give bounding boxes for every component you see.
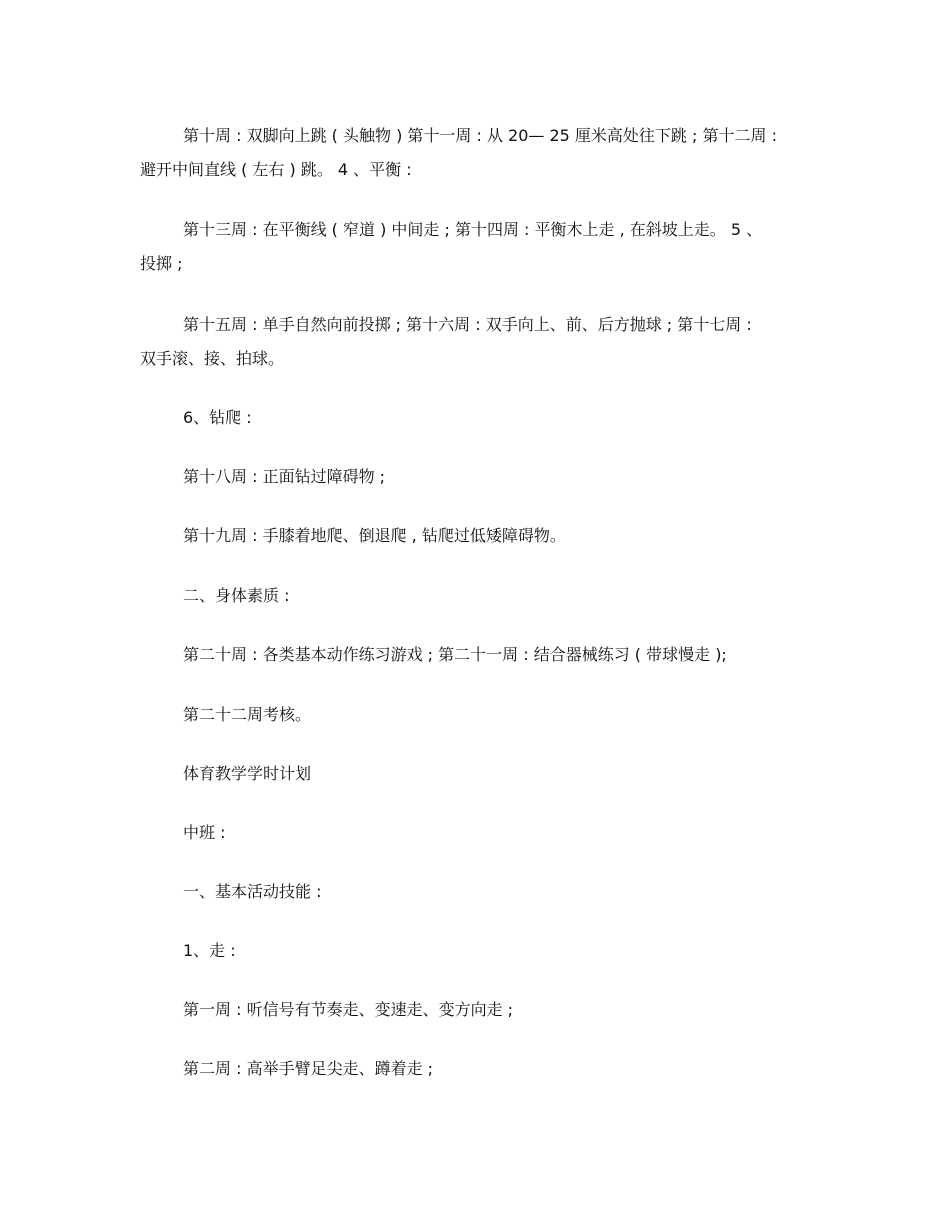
section-heading: 中班 : bbox=[183, 823, 226, 842]
section-heading: 1、走 : bbox=[183, 941, 236, 960]
section-heading: 二、身体素质 : bbox=[183, 586, 290, 605]
text-line: 第二十二周考核。 bbox=[183, 705, 312, 724]
text-line: 避开中间直线 ( 左右 ) 跳。 4 、平衡 : bbox=[140, 160, 412, 179]
text-line: 第十三周 : 在平衡线 ( 窄道 ) 中间走 ; 第十四周 : 平衡木上走 , 在斜坡上走。 5 、 bbox=[183, 220, 763, 239]
text-line: 第二十周 : 各类基本动作练习游戏 ; 第二十一周 : 结合器械练习 ( 带球慢走 ); bbox=[183, 645, 727, 664]
text-line: 第十九周 : 手膝着地爬、倒退爬 , 钻爬过低矮障碍物。 bbox=[183, 526, 566, 545]
document-title: 体育教学学时计划 bbox=[183, 764, 312, 783]
text-line: 第十八周 : 正面钻过障碍物 ; bbox=[183, 467, 386, 486]
text-line: 第十五周 : 单手自然向前投掷 ; 第十六周 : 双手向上、前、后方抛球 ; 第十七周 : bbox=[183, 315, 752, 334]
text-line: 第一周 : 听信号有节奏走、变速走、变方向走 ; bbox=[183, 1000, 514, 1019]
text-line: 双手滚、接、拍球。 bbox=[140, 349, 285, 368]
section-heading: 一、基本活动技能 : bbox=[183, 882, 322, 901]
text-line: 第十周 : 双脚向上跳 ( 头触物 ) 第十一周 : 从 20— 25 厘米高处往下跳 ; 第十二周 : bbox=[183, 126, 777, 145]
text-line: 投掷 ; bbox=[140, 254, 183, 273]
section-heading: 6、钻爬 : bbox=[183, 408, 252, 427]
text-line: 第二周 : 高举手臂足尖走、蹲着走 ; bbox=[183, 1059, 434, 1078]
